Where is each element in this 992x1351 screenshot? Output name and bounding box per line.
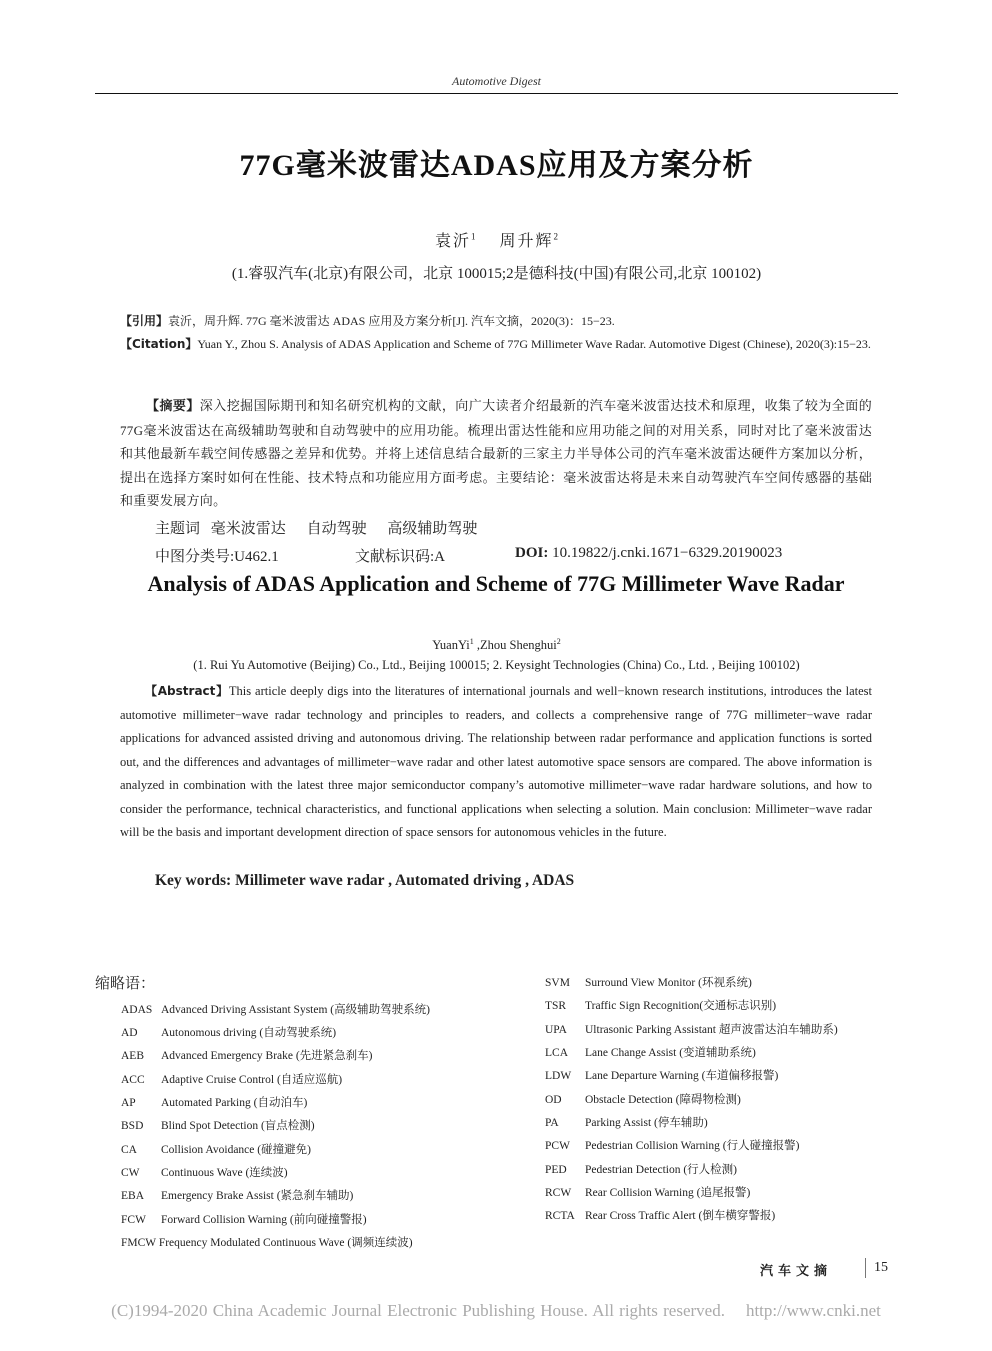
doi <box>515 545 782 562</box>
abstract-cn <box>120 394 872 513</box>
abbr-desc: Parking Assist (停车辅助) <box>585 1117 708 1129</box>
abbr-desc: Pedestrian Collision Warning (行人碰撞报警) <box>585 1140 800 1152</box>
abbr-code: AP <box>121 1097 136 1109</box>
citation-cn-label: 【引用】 <box>120 314 169 328</box>
abbr-code: FMCW <box>121 1237 156 1249</box>
citation-en <box>120 337 872 352</box>
keywords-en: Key words: Millimeter wave radar , Automated driving , ADAS <box>155 872 575 889</box>
abbr-code: LDW <box>545 1070 572 1082</box>
abbr-item <box>545 1021 838 1037</box>
abbr-code: RCTA <box>545 1210 575 1222</box>
keyword-cn: 自动驾驶 <box>306 519 367 537</box>
abbr-item <box>121 1234 413 1250</box>
abbr-item <box>545 1114 708 1130</box>
abstract-cn-label: 【摘要】 <box>146 399 200 414</box>
abbr-item <box>545 974 752 990</box>
clc-code <box>155 545 279 566</box>
abbr-desc: Advanced Emergency Brake (先进紧急刹车) <box>161 1050 373 1062</box>
abbr-code: RCW <box>545 1187 572 1199</box>
abbr-code: UPA <box>545 1024 567 1036</box>
abbr-item <box>121 1211 367 1227</box>
abstract-en-text: This article deeply digs into the literatures of international journals and well−known research institutions, introduces the latest automotive millimeter−wave radar technology and principles to readers, and collects a comprehensive range of 77G millimeter−wave radar applications for advanced assisted driving and autonomous driving. The relationship between radar performance and application functions is sorted out, and the differences and advantages of millimeter−wave radar and other latest automotive space sensors are compared. The above information is analyzed in combination with the latest three major semiconductor company’s automotive millimeter−wave radar hardware solutions, and how to consider the performance, technical characteristics, and functional applications when selecting a solution. Main conclusion: Millimeter−wave radar will be the basis and important development direction of space sensors for autonomous vehicles in the future. <box>120 684 872 839</box>
abbr-desc: Emergency Brake Assist (紧急刹车辅助) <box>161 1190 354 1202</box>
author-1: 袁沂 <box>434 233 471 250</box>
abbr-desc: Lane Departure Warning (车道偏移报警) <box>585 1070 779 1082</box>
copyright-watermark: (C)1994-2020 China Academic Journal Electronic Publishing House. All rights reserved. http://www.cnki.net <box>111 1301 881 1320</box>
author-2-affil: 2 <box>553 231 559 242</box>
doc-value: :A <box>430 549 446 565</box>
abbr-desc: Obstacle Detection (障碍物检测) <box>585 1094 741 1106</box>
citation-en-label: 【Citation】 <box>120 337 198 351</box>
abbr-item <box>121 1071 342 1087</box>
author-en-2-affil: 2 <box>556 637 561 646</box>
title-cn: 77G毫米波雷达ADAS应用及方案分析 <box>239 149 754 182</box>
author-2: 周升辉 <box>499 233 554 250</box>
abbr-desc: Frequency Modulated Continuous Wave (调频连续波) <box>158 1237 413 1249</box>
abstract-cn-text: 深入挖掘国际期刊和知名研究机构的文献，向广大读者介绍最新的汽车毫米波雷达技术和原理，收集了较为全面的77G毫米波雷达在高级辅助驾驶和自动驾驶中的应用功能。梳理出雷达性能和应用功能之间的对用关系，同时对比了毫米波雷达和其他最新车载空间传感器之差异和优势。并将上述信息结合最新的三家主力半导体公司的汽车毫米波雷达硬件方案加以分析，提出在选择方案时如何在性能、技术特点和功能应用方面考虑。主要结论：毫米波雷达将是未来自动驾驶汽车空间传感器的基础和重要发展方向。 <box>120 398 872 508</box>
abbr-desc: Traffic Sign Recognition(交通标志识别) <box>585 1000 777 1012</box>
abbr-desc: Automated Parking (自动泊车) <box>161 1097 308 1109</box>
abbr-desc: Continuous Wave (连续波) <box>161 1167 288 1179</box>
abbr-code: CW <box>121 1167 140 1179</box>
abbr-code: EBA <box>121 1190 144 1202</box>
abbr-code: LCA <box>545 1047 568 1059</box>
abbr-desc: Autonomous driving (自动驾驶系统) <box>161 1027 337 1039</box>
abbr-item <box>121 1047 373 1063</box>
author-en-1: YuanYi <box>432 638 470 653</box>
abbr-desc: Rear Cross Traffic Alert (倒车横穿警报) <box>585 1210 776 1222</box>
abbr-item <box>545 1207 775 1223</box>
abstract-en <box>120 680 872 845</box>
abbr-desc: Adaptive Cruise Control (自适应巡航) <box>161 1074 343 1086</box>
header-rule <box>95 93 898 94</box>
abbr-item <box>545 1184 750 1200</box>
abbr-desc: Forward Collision Warning (前向碰撞警报) <box>161 1214 367 1226</box>
abbr-code: ACC <box>121 1074 145 1086</box>
keyword-cn: 高级辅助驾驶 <box>387 519 478 537</box>
abbr-code: ADAS <box>121 1004 153 1016</box>
abbr-desc: Ultrasonic Parking Assistant 超声波雷达泊车辅助系) <box>585 1024 838 1036</box>
abbr-item <box>545 1067 778 1083</box>
keyword-cn: 毫米波雷达 <box>210 519 286 537</box>
abbr-code: PA <box>545 1117 559 1129</box>
abbr-item <box>121 1141 311 1157</box>
abbr-code: AD <box>121 1027 138 1039</box>
abbr-desc: Advanced Driving Assistant System (高级辅助驾驶系统) <box>161 1004 430 1016</box>
authors-cn <box>95 228 898 251</box>
citation-cn <box>120 314 872 329</box>
abbr-code: CA <box>121 1144 137 1156</box>
citation-cn-text: 袁沂，周升辉. 77G 毫米波雷达 ADAS 应用及方案分析[J]. 汽车文摘，2020(3)：15−23. <box>168 314 615 328</box>
author-en-1-affil: 1 <box>469 637 474 646</box>
abbr-desc: Surround View Monitor (环视系统) <box>585 977 752 989</box>
author-1-affil: 1 <box>471 231 476 242</box>
affiliation-en: (1. Rui Yu Automotive (Beijing) Co., Ltd., Beijing 100015; 2. Keysight Technologies (China) Co., Ltd. , Beijing 100102) <box>193 658 800 672</box>
page-number: 15 <box>874 1260 888 1275</box>
abbr-desc: Pedestrian Detection (行人检测) <box>585 1164 738 1176</box>
footer-journal-name: 汽车文摘 <box>760 1264 833 1279</box>
doc-code <box>355 545 445 566</box>
abbr-item <box>545 1137 799 1153</box>
author-en-2: ,Zhou Shenghui <box>473 638 557 653</box>
abbr-item <box>545 1091 741 1107</box>
abbr-desc: Collision Avoidance (碰撞避免) <box>161 1144 311 1156</box>
doc-label: 文献标识码 <box>355 547 431 565</box>
abbr-item <box>545 1161 737 1177</box>
doi-value: 10.19822/j.cnki.1671−6329.20190023 <box>552 545 783 561</box>
abbr-desc: Blind Spot Detection (盲点检测) <box>161 1120 315 1132</box>
keywords-cn <box>155 517 493 538</box>
abbr-code: TSR <box>545 1000 567 1012</box>
abbr-item <box>121 1094 307 1110</box>
abbr-code: SVM <box>545 977 570 989</box>
abbr-code: BSD <box>121 1120 144 1132</box>
abbr-item <box>121 1117 315 1133</box>
abbr-code: FCW <box>121 1214 146 1226</box>
abbr-code: OD <box>545 1094 562 1106</box>
clc-value: :U462.1 <box>230 549 279 565</box>
abbr-item <box>121 1024 336 1040</box>
running-head: Automotive Digest <box>452 74 541 88</box>
abbr-item <box>121 1187 353 1203</box>
abbr-desc: Rear Collision Warning (追尾报警) <box>585 1187 751 1199</box>
abbr-code: PCW <box>545 1140 570 1152</box>
title-en: Analysis of ADAS Application and Scheme of 77G Millimeter Wave Radar <box>147 571 845 596</box>
abbr-item <box>545 997 776 1013</box>
citation-en-text: Yuan Y., Zhou S. Analysis of ADAS Application and Scheme of 77G Millimeter Wave Radar. Automotive Digest (Chinese), 2020(3):15−23. <box>197 337 871 351</box>
abbr-item <box>121 1164 288 1180</box>
abstract-en-label: 【Abstract】 <box>145 684 229 698</box>
keywords-cn-label: 主题词 <box>155 519 201 537</box>
abbreviations-title: 缩略语： <box>95 974 156 992</box>
abbr-code: PED <box>545 1164 567 1176</box>
doi-label: DOI: <box>515 545 549 561</box>
abbr-code: AEB <box>121 1050 144 1062</box>
abbr-item <box>121 1001 430 1017</box>
abbr-desc: Lane Change Assist (变道辅助系统) <box>585 1047 756 1059</box>
clc-label: 中图分类号 <box>155 547 231 565</box>
footer-divider <box>865 1258 866 1278</box>
affiliation-cn: (1.睿驭汽车(北京)有限公司，北京 100015;2是德科技(中国)有限公司,北京 100102) <box>231 266 762 282</box>
authors-en <box>95 637 898 653</box>
abbr-item <box>545 1044 756 1060</box>
